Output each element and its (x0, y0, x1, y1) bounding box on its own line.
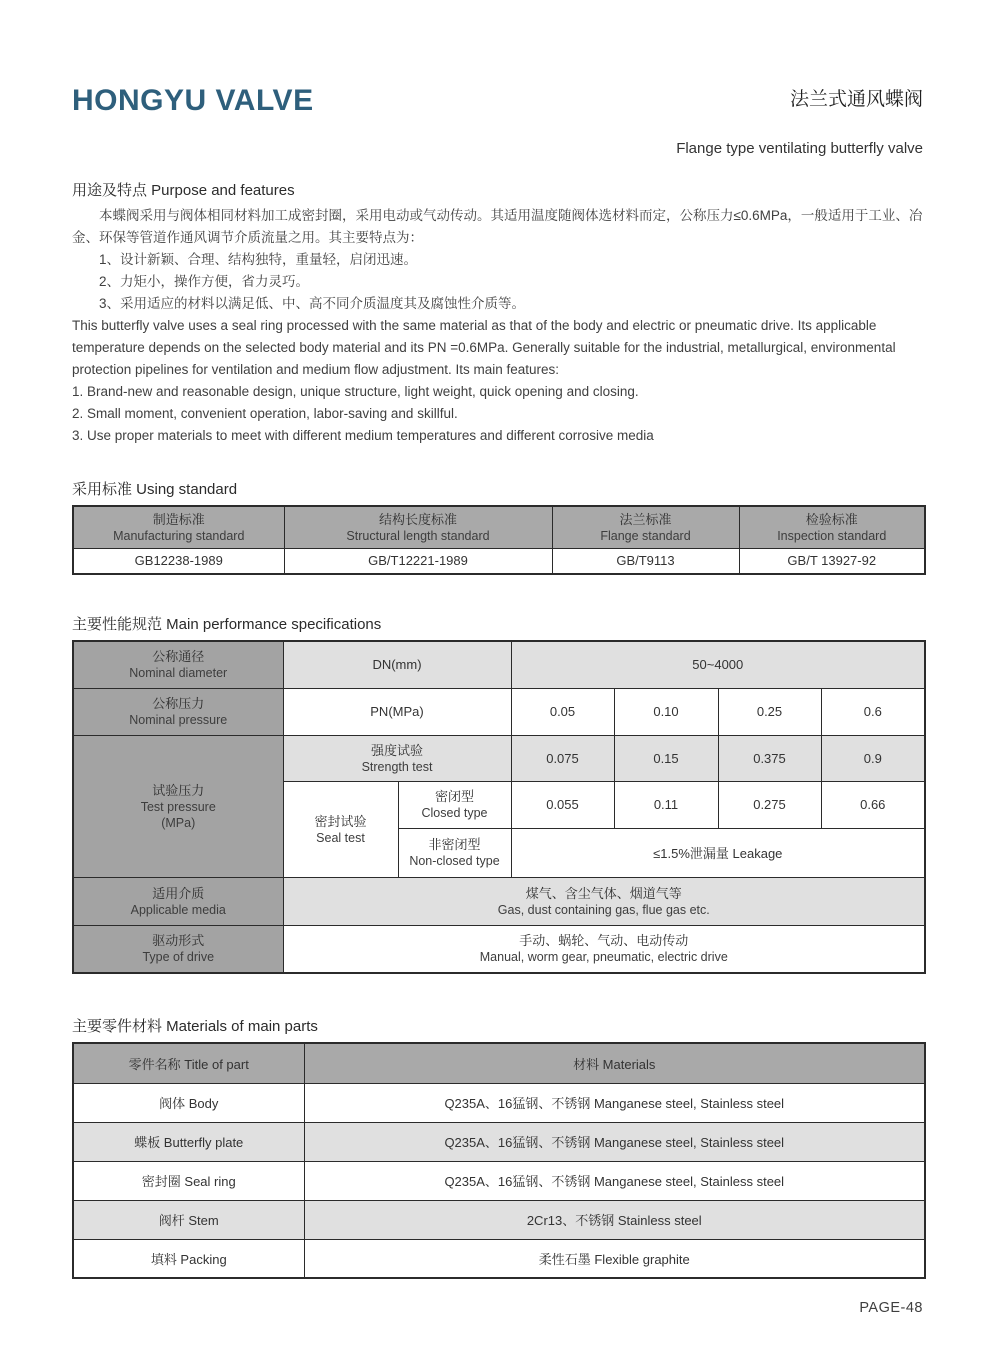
page-header (72, 86, 923, 116)
standards-col-header (284, 506, 552, 548)
standards-col-header-en: Flange standard (600, 528, 691, 543)
material-cell: 柔性石墨 Flexible graphite (304, 1239, 925, 1278)
label-cn: 公称压力 (152, 696, 205, 711)
label-cn: 非密闭型 (428, 837, 481, 852)
label-en: Non-closed type (409, 854, 500, 868)
label-cn: 适用介质 (152, 885, 205, 901)
label-cn: 公称通径 (152, 649, 205, 665)
strength-value-cell: 0.9 (821, 735, 925, 781)
purpose-feature-cn: 3、采用适应的材料以满足低、中、高不同介质温度其及腐蚀性介质等。 (99, 296, 526, 311)
material-cell: Q235A、16猛钢、不锈钢 Manganese steel, Stainless steel (304, 1083, 925, 1122)
closed-value-cell: 0.275 (718, 781, 821, 828)
table-row (73, 1083, 925, 1122)
purpose-feature-en: 2. Small moment, convenient operation, labor-saving and skillful. (72, 406, 458, 421)
standards-col-header (552, 506, 739, 548)
brand-logo: HONGYU VALVE (72, 84, 314, 117)
table-row (73, 1161, 925, 1200)
media-value (283, 877, 925, 925)
pn-value-cell: 0.25 (718, 688, 821, 735)
row-label-test-pressure (73, 735, 283, 877)
pn-value-cell: 0.10 (614, 688, 718, 735)
label-en: Strength test (361, 759, 433, 774)
standards-col-header (73, 506, 284, 548)
materials-table (72, 1042, 926, 1279)
performance-table (72, 640, 926, 974)
value-dn-range: 50~4000 (511, 641, 925, 688)
material-cell: Q235A、16猛钢、不锈钢 Manganese steel, Stainless steel (304, 1161, 925, 1200)
label-cn: 强度试验 (370, 742, 423, 758)
purpose-heading: 用途及特点 Purpose and features (72, 182, 295, 199)
part-cell: 密封圈 Seal ring (73, 1161, 304, 1200)
standards-col-header-cn: 结构长度标准 (378, 511, 457, 527)
purpose-feature-cn: 2、力矩小，操作方便，省力灵巧。 (99, 274, 310, 289)
standards-col-header-en: Structural length standard (346, 528, 490, 543)
row-label-nominal-diameter (73, 641, 283, 688)
standards-col-header-en: Manufacturing standard (113, 528, 245, 543)
param-dn: DN(mm) (283, 641, 511, 688)
purpose-intro-cn: 本蝶阀采用与阀体相同材料加工成密封圈，采用电动或气动传动。其适用温度随阀体选材料而定，公称压力≤0.6MPa，一般适用于工业、冶金、环保等管道作通风调节介质流量之用。其主要特点为： (72, 208, 923, 245)
label-en: Applicable media (130, 902, 226, 917)
materials-col-material: 材料 Materials (304, 1043, 925, 1083)
drive-value (283, 925, 925, 973)
page-content (72, 86, 923, 1316)
media-value-en: Gas, dust containing gas, flue gas etc. (497, 902, 710, 917)
standards-col-header-cn: 法兰标准 (619, 511, 672, 527)
closed-value-cell: 0.66 (821, 781, 925, 828)
strength-value-cell: 0.075 (511, 735, 614, 781)
table-row (73, 1122, 925, 1161)
doc-title-cn: 法兰式通风蝶阀 (789, 89, 923, 110)
non-closed-type-label (398, 828, 511, 877)
label-en: Nominal pressure (129, 713, 228, 727)
doc-title-en: Flange type ventilating butterfly valve (676, 140, 923, 157)
standards-table (72, 505, 926, 575)
standards-value: GB/T 13927-92 (739, 548, 925, 574)
materials-col-part: 零件名称 Title of part (73, 1043, 304, 1083)
label-cn: 密闭型 (434, 789, 474, 804)
purpose-feature-en: 3. Use proper materials to meet with different medium temperatures and different corrosive media (72, 428, 654, 443)
strength-test-label (283, 735, 511, 781)
purpose-feature-cn: 1、设计新颖、合理、结构独特，重量轻，启闭迅速。 (99, 252, 418, 267)
standards-col-header-cn: 检验标准 (805, 511, 858, 527)
material-cell: 2Cr13、不锈钢 Stainless steel (304, 1200, 925, 1239)
label-en: Closed type (421, 806, 488, 820)
standards-col-header-cn: 制造标准 (152, 511, 205, 527)
standards-value: GB/T9113 (552, 548, 739, 574)
performance-heading: 主要性能规范 Main performance specifications (72, 616, 382, 633)
label-en: Test pressure (140, 799, 216, 814)
closed-type-label (398, 781, 511, 828)
standards-col-header (739, 506, 925, 548)
part-cell: 填料 Packing (73, 1239, 304, 1278)
table-row (73, 1200, 925, 1239)
drive-value-en: Manual, worm gear, pneumatic, electric drive (479, 950, 728, 965)
pn-value-cell: 0.05 (511, 688, 614, 735)
label-en: Type of drive (142, 950, 215, 965)
strength-value-cell: 0.375 (718, 735, 821, 781)
label-cn: 驱动形式 (152, 933, 205, 949)
table-row (73, 1239, 925, 1278)
material-cell: Q235A、16猛钢、不锈钢 Manganese steel, Stainless steel (304, 1122, 925, 1161)
row-label-media (73, 877, 283, 925)
row-label-nominal-pressure (73, 688, 283, 735)
closed-value-cell: 0.11 (614, 781, 718, 828)
standards-value: GB12238-1989 (73, 548, 284, 574)
media-value-cn: 煤气、含尘气体、烟道气等 (525, 885, 682, 901)
leakage-value: ≤1.5%泄漏量 Leakage (511, 828, 925, 877)
purpose-feature-en: 1. Brand-new and reasonable design, unique structure, light weight, quick opening and closing. (72, 384, 639, 399)
part-cell: 阀杆 Stem (73, 1200, 304, 1239)
part-cell: 蝶板 Butterfly plate (73, 1122, 304, 1161)
label-cn: 密封试验 (314, 813, 367, 829)
materials-heading: 主要零件材料 Materials of main parts (72, 1018, 318, 1035)
purpose-intro-en: This butterfly valve uses a seal ring processed with the same material as that of the body and electric or pneumatic drive. Its applicable temperature depends on the selected body material and its PN =0.6MPa. Generally suitable for the industrial, metallurgical, environmental protection pipelines for ventilation and medium flow adjustment. Its main features: (72, 318, 896, 377)
seal-test-label (283, 781, 398, 877)
label-en: Seal test (316, 830, 365, 845)
row-label-drive (73, 925, 283, 973)
standards-heading: 采用标准 Using standard (72, 481, 238, 498)
standards-col-header-en: Inspection standard (777, 528, 887, 543)
page-number: PAGE-48 (859, 1300, 923, 1316)
label-cn: 试验压力 (152, 782, 205, 798)
param-pn: PN(MPa) (283, 688, 511, 735)
label-unit: (MPa) (161, 815, 196, 830)
drive-value-cn: 手动、蜗轮、气动、电动传动 (519, 933, 689, 949)
pn-value-cell: 0.6 (821, 688, 925, 735)
strength-value-cell: 0.15 (614, 735, 718, 781)
label-en: Nominal diameter (129, 666, 228, 681)
part-cell: 阀体 Body (73, 1083, 304, 1122)
standards-value: GB/T12221-1989 (284, 548, 552, 574)
closed-value-cell: 0.055 (511, 781, 614, 828)
